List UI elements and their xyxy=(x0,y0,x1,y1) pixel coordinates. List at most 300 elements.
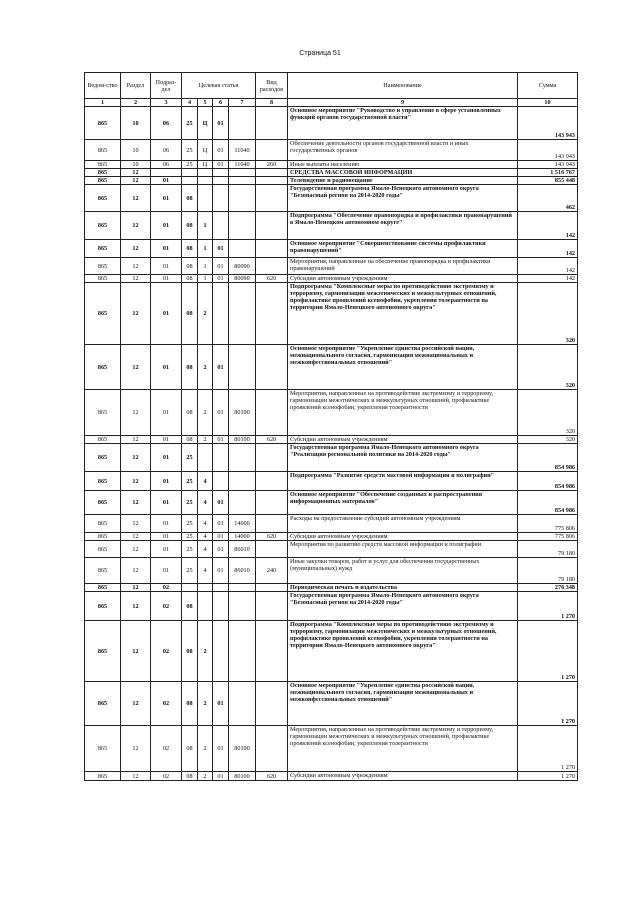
table-row xyxy=(85,107,578,140)
cell-subprogram: 1 xyxy=(198,258,213,275)
table-row xyxy=(85,275,578,283)
cell-vedomstvo: 865 xyxy=(85,515,121,533)
table-row xyxy=(85,491,578,515)
cell-direction xyxy=(229,177,256,185)
cell-program: 08 xyxy=(182,390,198,436)
cell-name: Телевидение и радиовещание xyxy=(288,177,518,185)
cell-event: 01 xyxy=(213,107,229,140)
cell-subprogram xyxy=(198,592,213,621)
cell-sum: 79 180 xyxy=(518,541,578,558)
cell-program xyxy=(182,169,198,177)
cell-vedomstvo: 865 xyxy=(85,541,121,558)
table-row xyxy=(85,258,578,275)
header-naimenovanie: Наименование xyxy=(288,73,518,99)
cell-program: 08 xyxy=(182,436,198,444)
cell-vedomstvo: 865 xyxy=(85,682,121,726)
cell-event xyxy=(213,584,229,592)
cell-podrazdel: 01 xyxy=(151,345,182,390)
cell-podrazdel: 01 xyxy=(151,533,182,541)
cell-vid-rashodov xyxy=(256,621,288,682)
table-row xyxy=(85,161,578,169)
cell-subprogram xyxy=(198,185,213,212)
budget-table xyxy=(84,72,578,781)
cell-direction xyxy=(229,491,256,515)
cell-razdel: 12 xyxy=(121,169,151,177)
cell-direction xyxy=(229,584,256,592)
cell-vedomstvo: 865 xyxy=(85,258,121,275)
column-number: 8 xyxy=(256,99,288,107)
cell-event: 01 xyxy=(213,275,229,283)
table-row xyxy=(85,212,578,240)
cell-vid-rashodov: 260 xyxy=(256,161,288,169)
cell-direction xyxy=(229,283,256,345)
cell-razdel: 12 xyxy=(121,533,151,541)
cell-program: 08 xyxy=(182,772,198,781)
cell-sum: 143 943 xyxy=(518,107,578,140)
cell-event xyxy=(213,592,229,621)
cell-vid-rashodov xyxy=(256,472,288,491)
cell-name: Основное мероприятие "Обеспечение созданных и распространения информационных материалов" xyxy=(288,491,518,515)
cell-vid-rashodov xyxy=(256,345,288,390)
cell-razdel: 12 xyxy=(121,436,151,444)
cell-direction xyxy=(229,621,256,682)
cell-subprogram: 2 xyxy=(198,682,213,726)
cell-podrazdel xyxy=(151,169,182,177)
cell-vid-rashodov xyxy=(256,726,288,772)
cell-vedomstvo: 865 xyxy=(85,212,121,240)
cell-podrazdel: 01 xyxy=(151,240,182,258)
cell-vedomstvo: 865 xyxy=(85,584,121,592)
cell-name: Подпрограмма "Комплексные меры по противодействию экстремизму и терроризму, гармонизации межэтнических и межкультурных отношений, профилактике проявлений ксенофобии, укрепления толерантности на территории Ямало-Ненецкого автономного округа" xyxy=(288,283,518,345)
table-row xyxy=(85,177,578,185)
cell-program: 25 xyxy=(182,533,198,541)
cell-vedomstvo: 865 xyxy=(85,491,121,515)
cell-direction xyxy=(229,212,256,240)
cell-podrazdel: 01 xyxy=(151,275,182,283)
cell-sum: 854 986 xyxy=(518,444,578,472)
cell-vedomstvo: 865 xyxy=(85,533,121,541)
cell-subprogram: 4 xyxy=(198,533,213,541)
cell-program: 08 xyxy=(182,726,198,772)
header-razdel: Раздел xyxy=(121,73,151,99)
cell-podrazdel: 01 xyxy=(151,185,182,212)
cell-podrazdel: 01 xyxy=(151,390,182,436)
cell-podrazdel: 01 xyxy=(151,444,182,472)
cell-vid-rashodov xyxy=(256,584,288,592)
cell-podrazdel: 01 xyxy=(151,491,182,515)
cell-sum: 854 986 xyxy=(518,491,578,515)
cell-name: Мероприятия, направленные на противодействие экстремизму и терроризму, гармонизации межэтнических и межкультурных отношений, профилактике проявлений ксенофобии, укрепления толерантности xyxy=(288,390,518,436)
cell-vedomstvo: 865 xyxy=(85,390,121,436)
table-row xyxy=(85,169,578,177)
cell-razdel: 12 xyxy=(121,541,151,558)
cell-program: 25 xyxy=(182,558,198,584)
table-row xyxy=(85,592,578,621)
cell-razdel: 12 xyxy=(121,726,151,772)
table-row xyxy=(85,541,578,558)
table-row xyxy=(85,558,578,584)
cell-vid-rashodov xyxy=(256,185,288,212)
cell-name: СРЕДСТВА МАССОВОЙ ИНФОРМАЦИИ xyxy=(288,169,518,177)
cell-direction xyxy=(229,444,256,472)
cell-razdel: 10 xyxy=(121,107,151,140)
cell-subprogram: 4 xyxy=(198,515,213,533)
cell-sum: 320 xyxy=(518,390,578,436)
cell-event: 01 xyxy=(213,345,229,390)
cell-vid-rashodov xyxy=(256,258,288,275)
cell-razdel: 12 xyxy=(121,444,151,472)
column-number: 9 xyxy=(288,99,518,107)
cell-podrazdel: 06 xyxy=(151,161,182,169)
cell-name: Государственная программа Ямало-Ненецкого автономного округа "Реализация региональной политики на 2014-2020 годы" xyxy=(288,444,518,472)
cell-event xyxy=(213,169,229,177)
cell-program: 08 xyxy=(182,240,198,258)
cell-vid-rashodov xyxy=(256,169,288,177)
cell-vid-rashodov xyxy=(256,541,288,558)
cell-razdel: 10 xyxy=(121,161,151,169)
cell-event xyxy=(213,212,229,240)
cell-vid-rashodov xyxy=(256,390,288,436)
cell-program: 25 xyxy=(182,161,198,169)
header-summa: Сумма xyxy=(518,73,578,99)
cell-direction xyxy=(229,169,256,177)
cell-vid-rashodov xyxy=(256,107,288,140)
table-row xyxy=(85,533,578,541)
cell-direction: 80100 xyxy=(229,772,256,781)
table-row xyxy=(85,345,578,390)
cell-direction: 80100 xyxy=(229,726,256,772)
cell-subprogram: 4 xyxy=(198,491,213,515)
cell-event xyxy=(213,185,229,212)
cell-podrazdel: 02 xyxy=(151,772,182,781)
cell-podrazdel: 01 xyxy=(151,283,182,345)
cell-vid-rashodov xyxy=(256,491,288,515)
cell-subprogram: Ц xyxy=(198,140,213,161)
cell-event xyxy=(213,177,229,185)
cell-vid-rashodov: 620 xyxy=(256,772,288,781)
cell-event: 01 xyxy=(213,533,229,541)
cell-subprogram: 4 xyxy=(198,541,213,558)
cell-sum: 1 270 xyxy=(518,772,578,781)
cell-podrazdel: 06 xyxy=(151,140,182,161)
cell-sum: 1 270 xyxy=(518,682,578,726)
table-row xyxy=(85,472,578,491)
cell-event: 01 xyxy=(213,258,229,275)
cell-razdel: 12 xyxy=(121,258,151,275)
cell-razdel: 12 xyxy=(121,592,151,621)
cell-vedomstvo: 865 xyxy=(85,726,121,772)
cell-sum: 320 xyxy=(518,283,578,345)
cell-vid-rashodov xyxy=(256,444,288,472)
cell-vedomstvo: 865 xyxy=(85,140,121,161)
cell-podrazdel: 01 xyxy=(151,177,182,185)
cell-event xyxy=(213,283,229,345)
cell-subprogram xyxy=(198,169,213,177)
table-body xyxy=(85,107,578,781)
cell-vedomstvo: 865 xyxy=(85,444,121,472)
cell-vid-rashodov xyxy=(256,177,288,185)
cell-subprogram: 1 xyxy=(198,240,213,258)
cell-event xyxy=(213,472,229,491)
cell-event: 01 xyxy=(213,491,229,515)
cell-program: 08 xyxy=(182,592,198,621)
cell-vedomstvo: 865 xyxy=(85,185,121,212)
cell-name: Основное мероприятие "Укрепление единства российской нации, межнационального согласия, гармонизация межнациональных и межконфессиональных отношений" xyxy=(288,682,518,726)
cell-program: 25 xyxy=(182,491,198,515)
cell-sum: 142 xyxy=(518,258,578,275)
cell-podrazdel: 01 xyxy=(151,436,182,444)
cell-program: 25 xyxy=(182,472,198,491)
header-celevaya-statya: Целевая статья xyxy=(182,73,256,99)
cell-sum: 855 448 xyxy=(518,177,578,185)
cell-vid-rashodov xyxy=(256,592,288,621)
cell-vid-rashodov xyxy=(256,515,288,533)
cell-event: 01 xyxy=(213,772,229,781)
cell-direction: 14000 xyxy=(229,515,256,533)
cell-name: Субсидии автономным учреждениям xyxy=(288,772,518,781)
cell-sum: 79 180 xyxy=(518,558,578,584)
cell-direction: 80090 xyxy=(229,258,256,275)
cell-direction xyxy=(229,472,256,491)
cell-podrazdel: 02 xyxy=(151,682,182,726)
cell-vedomstvo: 865 xyxy=(85,345,121,390)
table-row xyxy=(85,444,578,472)
cell-vid-rashodov xyxy=(256,140,288,161)
cell-event: 01 xyxy=(213,558,229,584)
cell-program: 25 xyxy=(182,107,198,140)
cell-subprogram: 4 xyxy=(198,472,213,491)
cell-sum: 142 xyxy=(518,212,578,240)
cell-subprogram: 2 xyxy=(198,772,213,781)
cell-razdel: 12 xyxy=(121,345,151,390)
cell-razdel: 12 xyxy=(121,621,151,682)
cell-name: Субсидии автономным учреждениям xyxy=(288,436,518,444)
cell-subprogram xyxy=(198,444,213,472)
column-number: 4 xyxy=(182,99,198,107)
cell-sum: 276 348 xyxy=(518,584,578,592)
cell-name: Мероприятия по развитию средств массовой информации и полиграфии xyxy=(288,541,518,558)
cell-sum: 143 943 xyxy=(518,161,578,169)
table-row xyxy=(85,772,578,781)
cell-podrazdel: 02 xyxy=(151,584,182,592)
cell-name: Основное мероприятие "Укрепление единства российской нации, межнационального согласия, гармонизация межнациональных и межконфессиональных отношений" xyxy=(288,345,518,390)
cell-podrazdel: 01 xyxy=(151,258,182,275)
cell-sum: 1 270 xyxy=(518,621,578,682)
cell-vedomstvo: 865 xyxy=(85,592,121,621)
cell-podrazdel: 01 xyxy=(151,558,182,584)
cell-sum: 142 xyxy=(518,240,578,258)
cell-subprogram xyxy=(198,177,213,185)
header-vedomstvo: Ведом-ство xyxy=(85,73,121,99)
cell-program: 08 xyxy=(182,212,198,240)
cell-razdel: 12 xyxy=(121,515,151,533)
cell-subprogram: 1 xyxy=(198,212,213,240)
cell-name: Государственная программа Ямало-Ненецкого автономного округа "Безопасный регион на 2014-2020 годы" xyxy=(288,185,518,212)
cell-podrazdel: 02 xyxy=(151,621,182,682)
cell-razdel: 12 xyxy=(121,240,151,258)
cell-direction xyxy=(229,240,256,258)
cell-podrazdel: 02 xyxy=(151,726,182,772)
cell-vid-rashodov xyxy=(256,283,288,345)
cell-program: 08 xyxy=(182,345,198,390)
cell-vid-rashodov: 620 xyxy=(256,533,288,541)
cell-vid-rashodov: 620 xyxy=(256,275,288,283)
cell-program: 08 xyxy=(182,682,198,726)
cell-vedomstvo: 865 xyxy=(85,621,121,682)
cell-sum: 462 xyxy=(518,185,578,212)
cell-program: 08 xyxy=(182,185,198,212)
cell-direction: 11040 xyxy=(229,140,256,161)
cell-razdel: 12 xyxy=(121,558,151,584)
table-row xyxy=(85,283,578,345)
cell-vedomstvo: 865 xyxy=(85,772,121,781)
cell-razdel: 12 xyxy=(121,682,151,726)
cell-podrazdel: 01 xyxy=(151,515,182,533)
cell-podrazdel: 01 xyxy=(151,212,182,240)
column-number: 1 xyxy=(85,99,121,107)
cell-direction: 14000 xyxy=(229,533,256,541)
cell-name: Подпрограмма "Развитие средств массовой информации и полиграфии" xyxy=(288,472,518,491)
cell-sum: 1 270 xyxy=(518,592,578,621)
table-row xyxy=(85,621,578,682)
cell-sum: 1 516 767 xyxy=(518,169,578,177)
cell-name: Мероприятия, направленные на противодействие экстремизму и терроризму, гармонизации межэтнических и межкультурных отношений, профилактике проявлений ксенофобии, укрепления толерантности xyxy=(288,726,518,772)
cell-subprogram: Ц xyxy=(198,107,213,140)
cell-sum: 854 986 xyxy=(518,472,578,491)
cell-event: 01 xyxy=(213,240,229,258)
cell-subprogram: 2 xyxy=(198,345,213,390)
cell-razdel: 12 xyxy=(121,584,151,592)
table-row xyxy=(85,436,578,444)
cell-direction: 80100 xyxy=(229,436,256,444)
cell-sum: 142 xyxy=(518,275,578,283)
cell-sum: 320 xyxy=(518,436,578,444)
cell-subprogram xyxy=(198,584,213,592)
cell-name: Субсидии автономным учреждениям xyxy=(288,275,518,283)
cell-direction xyxy=(229,592,256,621)
cell-subprogram: 2 xyxy=(198,390,213,436)
table-row xyxy=(85,515,578,533)
table-row xyxy=(85,390,578,436)
table-row xyxy=(85,240,578,258)
cell-sum: 775 806 xyxy=(518,515,578,533)
cell-vedomstvo: 865 xyxy=(85,161,121,169)
cell-vid-rashodov: 240 xyxy=(256,558,288,584)
cell-sum: 1 270 xyxy=(518,726,578,772)
cell-direction xyxy=(229,345,256,390)
cell-program: 25 xyxy=(182,444,198,472)
cell-event: 01 xyxy=(213,541,229,558)
cell-event: 01 xyxy=(213,436,229,444)
column-number: 7 xyxy=(229,99,256,107)
cell-razdel: 12 xyxy=(121,390,151,436)
cell-event: 01 xyxy=(213,682,229,726)
cell-razdel: 12 xyxy=(121,275,151,283)
cell-name: Подпрограмма "Обеспечение правопорядка и профилактики правонарушений в Ямало-Ненецком автономном округе" xyxy=(288,212,518,240)
cell-podrazdel: 01 xyxy=(151,541,182,558)
cell-event: 01 xyxy=(213,515,229,533)
cell-vid-rashodov xyxy=(256,240,288,258)
table-row xyxy=(85,584,578,592)
cell-razdel: 10 xyxy=(121,140,151,161)
cell-razdel: 12 xyxy=(121,283,151,345)
cell-direction xyxy=(229,107,256,140)
cell-program: 25 xyxy=(182,541,198,558)
cell-razdel: 12 xyxy=(121,491,151,515)
cell-vedomstvo: 865 xyxy=(85,558,121,584)
cell-direction: 11040 xyxy=(229,161,256,169)
cell-vedomstvo: 865 xyxy=(85,169,121,177)
cell-event: 01 xyxy=(213,390,229,436)
table-row xyxy=(85,140,578,161)
cell-program: 25 xyxy=(182,140,198,161)
column-number: 5 xyxy=(198,99,213,107)
cell-sum: 143 943 xyxy=(518,140,578,161)
cell-direction xyxy=(229,682,256,726)
header-podrazdel: Подраз-дел xyxy=(151,73,182,99)
cell-name: Иные закупки товаров, работ и услуг для обеспечения государственных (муниципальных) нужд xyxy=(288,558,518,584)
table-row xyxy=(85,682,578,726)
cell-subprogram: 2 xyxy=(198,621,213,682)
table-row xyxy=(85,726,578,772)
cell-program: 25 xyxy=(182,515,198,533)
cell-vedomstvo: 865 xyxy=(85,275,121,283)
cell-podrazdel: 06 xyxy=(151,107,182,140)
cell-sum: 320 xyxy=(518,345,578,390)
cell-direction: 80100 xyxy=(229,390,256,436)
cell-sum: 775 806 xyxy=(518,533,578,541)
column-number: 6 xyxy=(213,99,229,107)
cell-name: Периодическая печать и издательства xyxy=(288,584,518,592)
cell-direction: 86010 xyxy=(229,558,256,584)
cell-name: Иные выплаты населению xyxy=(288,161,518,169)
cell-vid-rashodov xyxy=(256,212,288,240)
cell-vedomstvo: 865 xyxy=(85,283,121,345)
cell-program: 08 xyxy=(182,258,198,275)
cell-vedomstvo: 865 xyxy=(85,472,121,491)
column-number: 2 xyxy=(121,99,151,107)
cell-podrazdel: 02 xyxy=(151,592,182,621)
cell-event: 01 xyxy=(213,161,229,169)
cell-direction: 86010 xyxy=(229,541,256,558)
cell-vid-rashodov: 620 xyxy=(256,436,288,444)
cell-subprogram: Ц xyxy=(198,161,213,169)
cell-event: 01 xyxy=(213,726,229,772)
page-number: Страница 51 xyxy=(299,50,341,57)
table-row xyxy=(85,185,578,212)
cell-program: 08 xyxy=(182,275,198,283)
cell-name: Субсидии автономным учреждениям xyxy=(288,533,518,541)
cell-event: 01 xyxy=(213,140,229,161)
cell-event xyxy=(213,444,229,472)
cell-program xyxy=(182,177,198,185)
cell-vedomstvo: 865 xyxy=(85,177,121,185)
cell-name: Основное мероприятие "Совершенствование системы профилактики правонарушений" xyxy=(288,240,518,258)
cell-subprogram: 4 xyxy=(198,558,213,584)
cell-vedomstvo: 865 xyxy=(85,436,121,444)
cell-subprogram: 2 xyxy=(198,436,213,444)
cell-razdel: 12 xyxy=(121,472,151,491)
cell-name: Обеспечение деятельности органов государственной власти и иных государственных органов xyxy=(288,140,518,161)
cell-vedomstvo: 865 xyxy=(85,107,121,140)
cell-razdel: 12 xyxy=(121,185,151,212)
cell-name: Подпрограмма "Комплексные меры по противодействию экстремизму и терроризму, гармонизации межэтнических и межкультурных отношений, профилактике проявлений ксенофобии, укрепления толерантности на территории Ямало-Ненецкого автономного округа" xyxy=(288,621,518,682)
column-number: 3 xyxy=(151,99,182,107)
cell-name: Государственная программа Ямало-Ненецкого автономного округа "Безопасный регион на 2014-2020 годы" xyxy=(288,592,518,621)
cell-event xyxy=(213,621,229,682)
cell-razdel: 12 xyxy=(121,212,151,240)
header-row xyxy=(85,73,578,99)
